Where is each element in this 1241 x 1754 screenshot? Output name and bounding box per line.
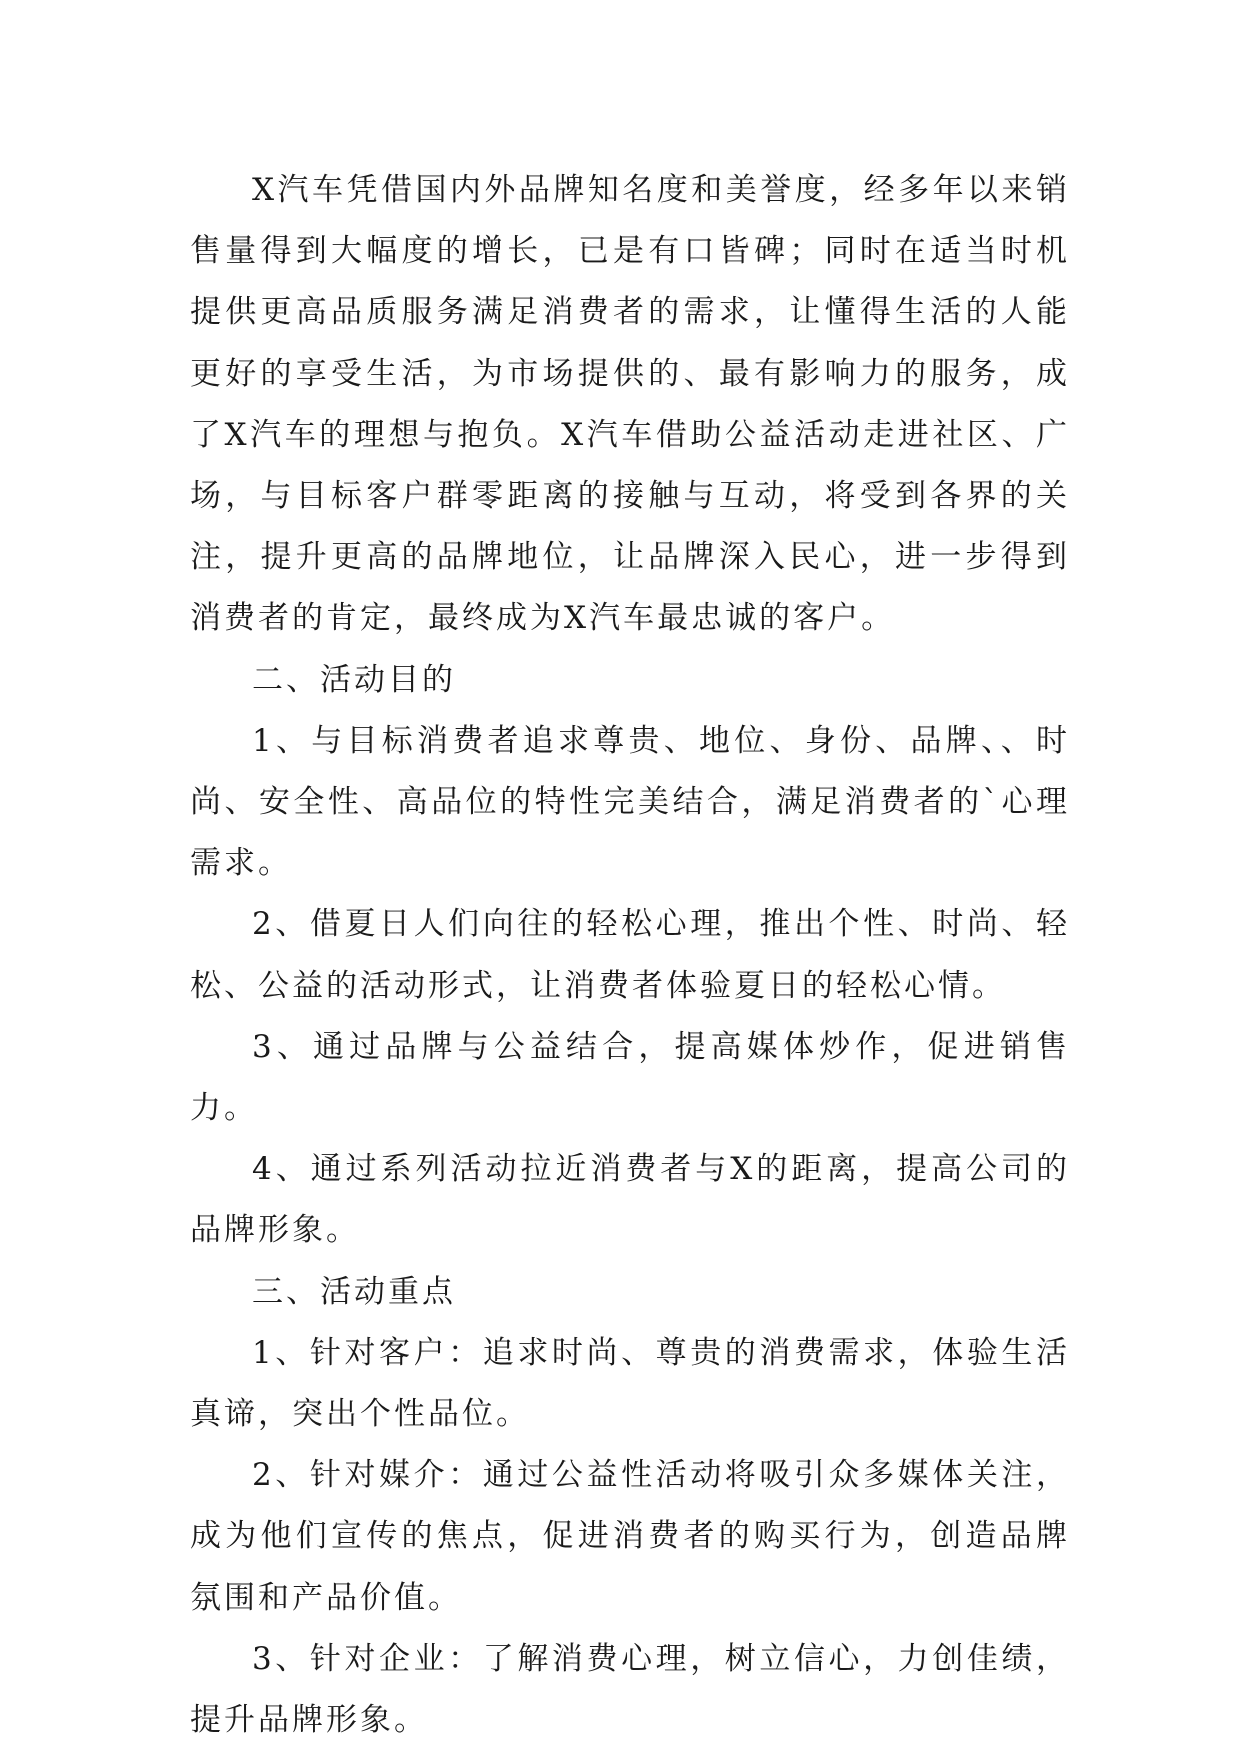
focus-item-1: 1、针对客户：追求时尚、尊贵的消费需求，体验生活真谛，突出个性品位。 [190,1334,1070,1433]
goal-item-2: 2、借夏日人们向往的轻松心理，推出个性、时尚、轻松、公益的活动形式，让消费者体验夏日的轻松心情。 [190,906,1070,1004]
goal-item-1: 1、与目标消费者追求尊贵、地位、身份、品牌、、时尚、安全性、高品位的特性完美结合，满足消费者的`心理需求。 [190,722,1070,882]
goal-item-4: 4、通过系列活动拉近消费者与X的距离，提高公司的品牌形象。 [190,1151,1070,1249]
section-heading-activity-goals: 二、活动目的 [252,661,456,698]
focus-item-3: 3、针对企业：了解消费心理，树立信心，力创佳绩，提升品牌形象。 [190,1640,1070,1739]
document-body [190,160,1070,1751]
intro-paragraph: X汽车凭借国内外品牌知名度和美誉度，经多年以来销售量得到大幅度的增长，已是有口皆碑；同时在适当时机提供更高品质服务满足消费者的需求，让懂得生活的人能更好的享受生活，为市场提供的、最有影响力的服务，成了X汽车的理想与抱负。X汽车借助公益活动走进社区、广场，与目标客户群零距离的接触与互动，将受到各界的关注，提升更高的品牌地位，让品牌深入民心，进一步得到消费者的肯定，最终成为X汽车最忠诚的客户。 [190,172,1070,637]
focus-item-2: 2、针对媒介：通过公益性活动将吸引众多媒体关注，成为他们宣传的焦点，促进消费者的购买行为，创造品牌氛围和产品价值。 [190,1457,1070,1616]
goal-item-3: 3、通过品牌与公益结合，提高媒体炒作，促进销售力。 [190,1028,1070,1127]
section-heading-activity-focus: 三、活动重点 [252,1273,456,1310]
